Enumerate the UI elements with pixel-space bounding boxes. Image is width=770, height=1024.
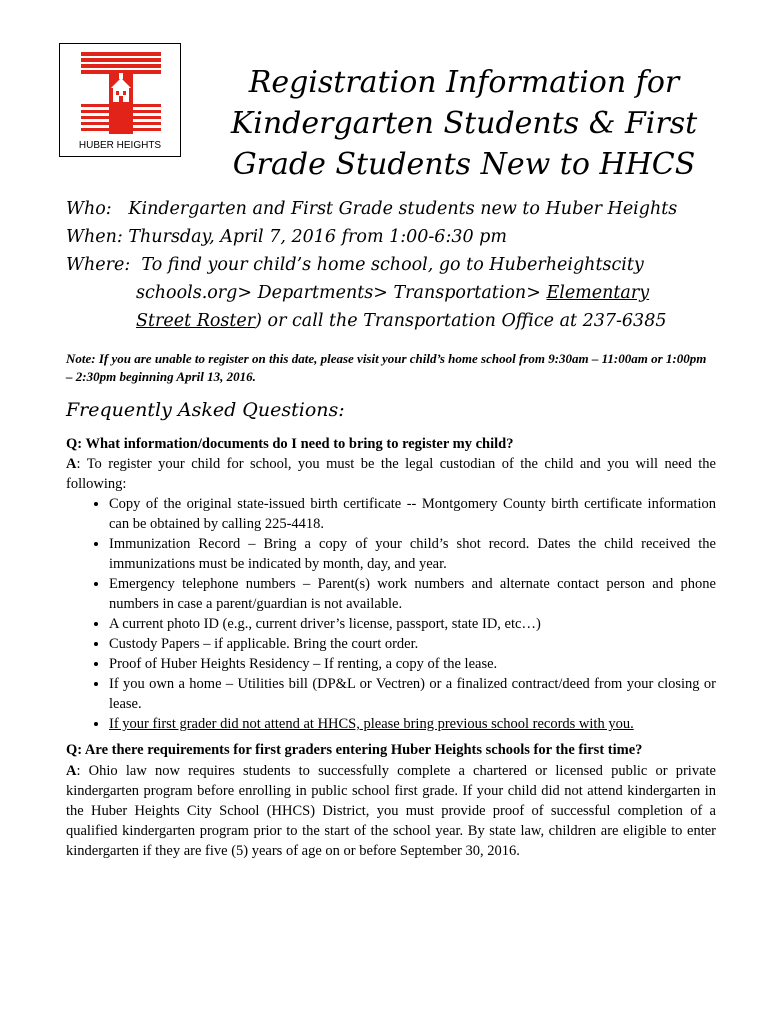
faq-section <box>66 434 716 861</box>
answer-1 <box>66 454 716 494</box>
where-row-cont-2 <box>66 307 746 335</box>
where-row <box>66 251 746 279</box>
list-item: • Proof of Huber Heights Residency – If renting, a copy of the lease. <box>109 654 716 674</box>
where-row-cont-1 <box>66 279 746 307</box>
when-text: Thursday, April 7, 2016 from 1:00-6:30 pm <box>128 227 507 247</box>
district-logo <box>59 43 181 157</box>
faq-heading: Frequently Asked Questions: <box>66 399 345 421</box>
when-row <box>66 223 746 251</box>
where-text-1: To find your child’s home school, go to Huberheightscity <box>141 255 644 275</box>
answer-1-label: A <box>66 456 77 472</box>
where-label: Where: <box>66 255 131 275</box>
title-line-1: Registration Information for <box>248 65 680 100</box>
question-2: Q: Are there requirements for first graders entering Huber Heights schools for the first time? <box>66 742 643 758</box>
where-text-2: schools.org> Departments> Transportation> <box>136 283 541 303</box>
elementary-street-roster-link-1[interactable]: Elementary <box>546 283 650 303</box>
elementary-street-roster-link-2[interactable]: Street Roster <box>136 311 256 331</box>
list-item: • A current photo ID (e.g., current driver’s license, passport, state ID, etc…) <box>109 614 716 634</box>
title-line-2: Kindergarten Students & First <box>230 106 698 141</box>
list-item-prior-records: • If your first grader did not attend at HHCS, please bring previous school records with you. <box>109 714 716 734</box>
who-row <box>66 195 746 223</box>
who-text: Kindergarten and First Grade students new to Huber Heights <box>128 199 678 219</box>
answer-1-text: : To register your child for school, you must be the legal custodian of the child and you will need the following: <box>66 456 716 492</box>
answer-2-text: : Ohio law now requires students to successfully complete a chartered or licensed public or private kindergarten program before enrolling in public school first grade. If your child did not attend kindergarten in the Huber Heights City School (HHCS) District, you must provide proof of successful completion of a qualified kindergarten program prior to the start of the school year. By state law, children are eligible to enter kindergarten if they are five (5) years of age on or before September 30, 2016. <box>66 763 716 859</box>
page-title <box>214 62 714 185</box>
list-item: • Immunization Record – Bring a copy of your child’s shot record. Dates the child received the immunizations must be indicated by month, day, and year. <box>109 534 716 574</box>
title-line-3: Grade Students New to HHCS <box>232 147 696 182</box>
question-1: Q: What information/documents do I need to bring to register my child? <box>66 436 514 452</box>
answer-2 <box>66 761 716 861</box>
event-info <box>66 195 746 335</box>
list-item: • Copy of the original state-issued birth certificate -- Montgomery County birth certificate information can be obtained by calling 225-4418. <box>109 494 716 534</box>
list-item: • If you own a home – Utilities bill (DP&L or Vectren) or a finalized contract/deed from your closing or lease. <box>109 674 716 714</box>
who-label: Who: <box>66 199 112 219</box>
answer-2-label: A <box>66 763 77 779</box>
list-item: • Custody Papers – if applicable. Bring the court order. <box>109 634 716 654</box>
when-label: When: <box>66 227 123 247</box>
required-documents-list <box>66 494 716 734</box>
list-item: • Emergency telephone numbers – Parent(s) work numbers and alternate contact person and phone numbers in case a parent/guardian is not available. <box>109 574 716 614</box>
where-text-3: ) or call the Transportation Office at 237-6385 <box>255 311 667 331</box>
logo-caption: HUBER HEIGHTS <box>78 140 162 151</box>
registration-note: Note: If you are unable to register on this date, please visit your child’s home school from 9:30am – 11:00am or 1:00pm – 2:30pm beginning April 13, 2016. <box>66 351 707 384</box>
schoolhouse-logo-icon <box>81 52 161 134</box>
